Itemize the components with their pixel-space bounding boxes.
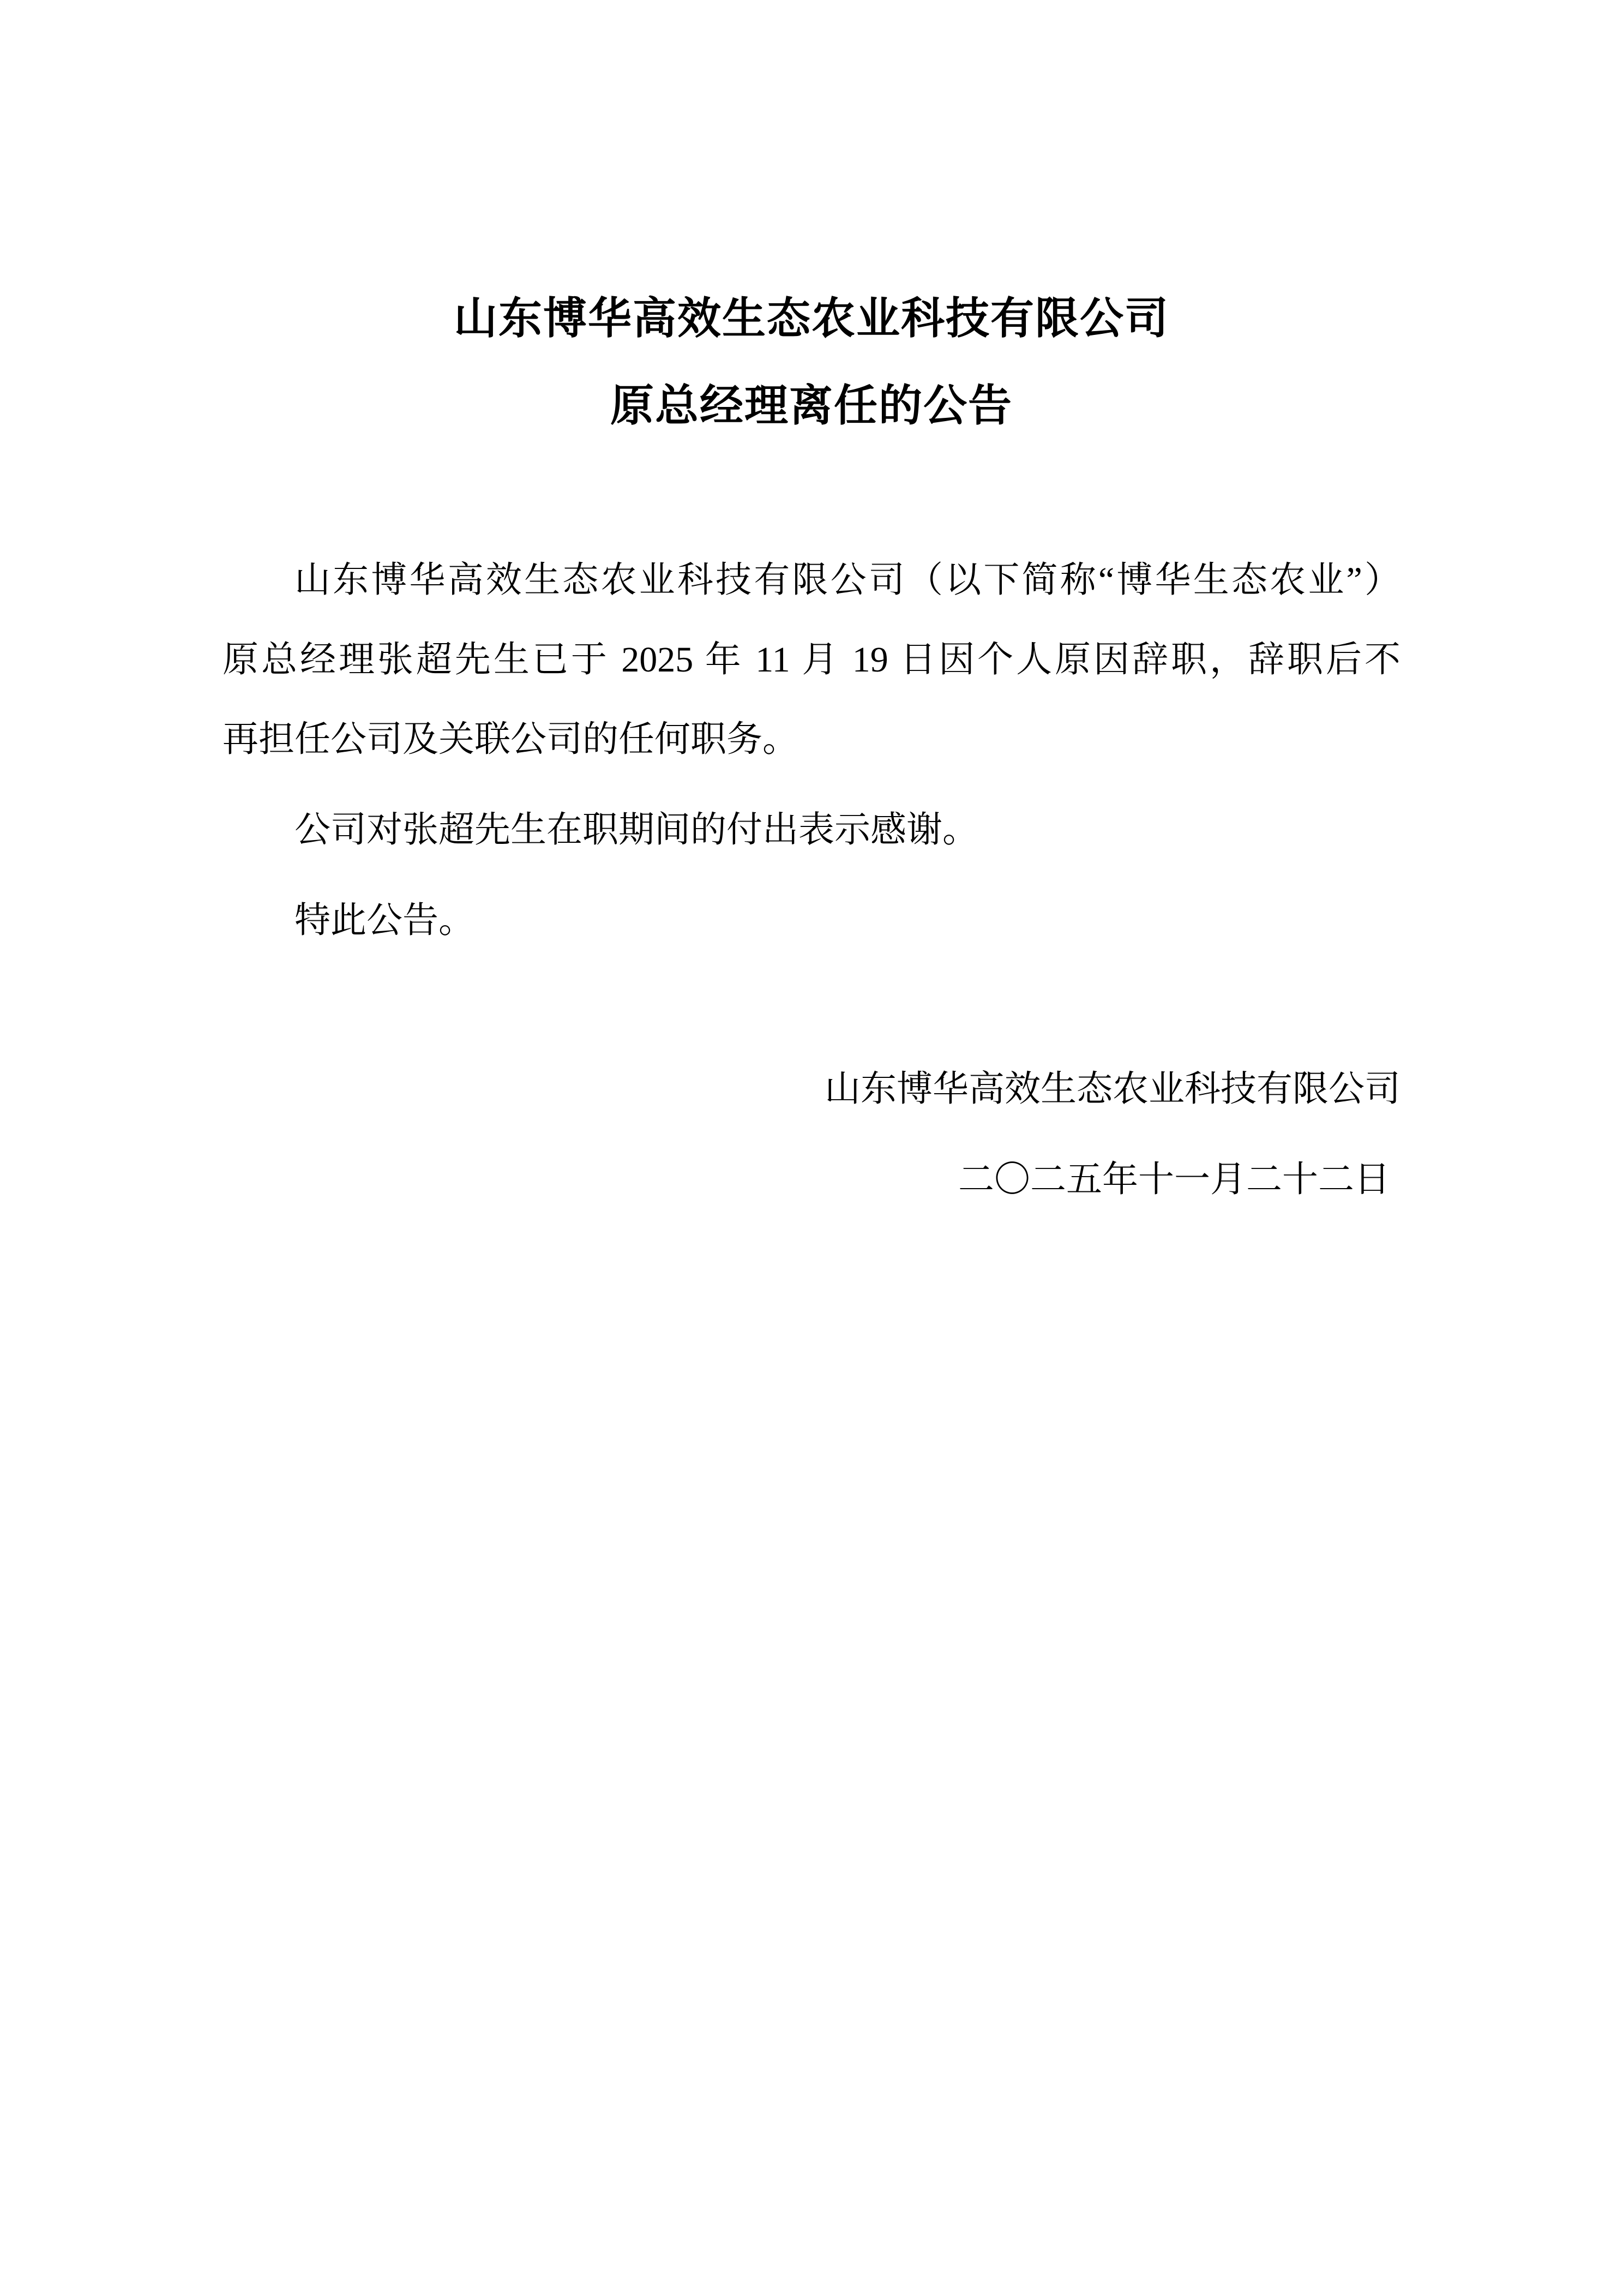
signature-date: 二〇二五年十一月二十二日 xyxy=(958,1160,1390,1200)
signature-company: 山东博华高效生态农业科技有限公司 xyxy=(825,1069,1400,1109)
paragraph-1-line-2: 原总经理张超先生已于 2025 年 11 月 19 日因个人原因辞职，辞职后不 xyxy=(223,640,1400,680)
signature-block xyxy=(223,1050,1400,1220)
paragraph-1 xyxy=(223,541,1400,780)
document-title xyxy=(223,0,1400,450)
document-body xyxy=(223,541,1400,961)
paragraph-1-line-3: 再担任公司及关联公司的任何职务。 xyxy=(223,720,798,759)
paragraph-1-line-1: 山东博华高效生态农业科技有限公司（以下简称“博华生态农业”） xyxy=(294,560,1400,600)
paragraph-3: 特此公告。 xyxy=(294,901,474,940)
title-line-announcement: 原总经理离任的公告 xyxy=(610,382,1013,430)
title-line-company: 山东博华高效生态农业科技有限公司 xyxy=(454,295,1169,343)
paragraph-2: 公司对张超先生在职期间的付出表示感谢。 xyxy=(294,810,978,850)
